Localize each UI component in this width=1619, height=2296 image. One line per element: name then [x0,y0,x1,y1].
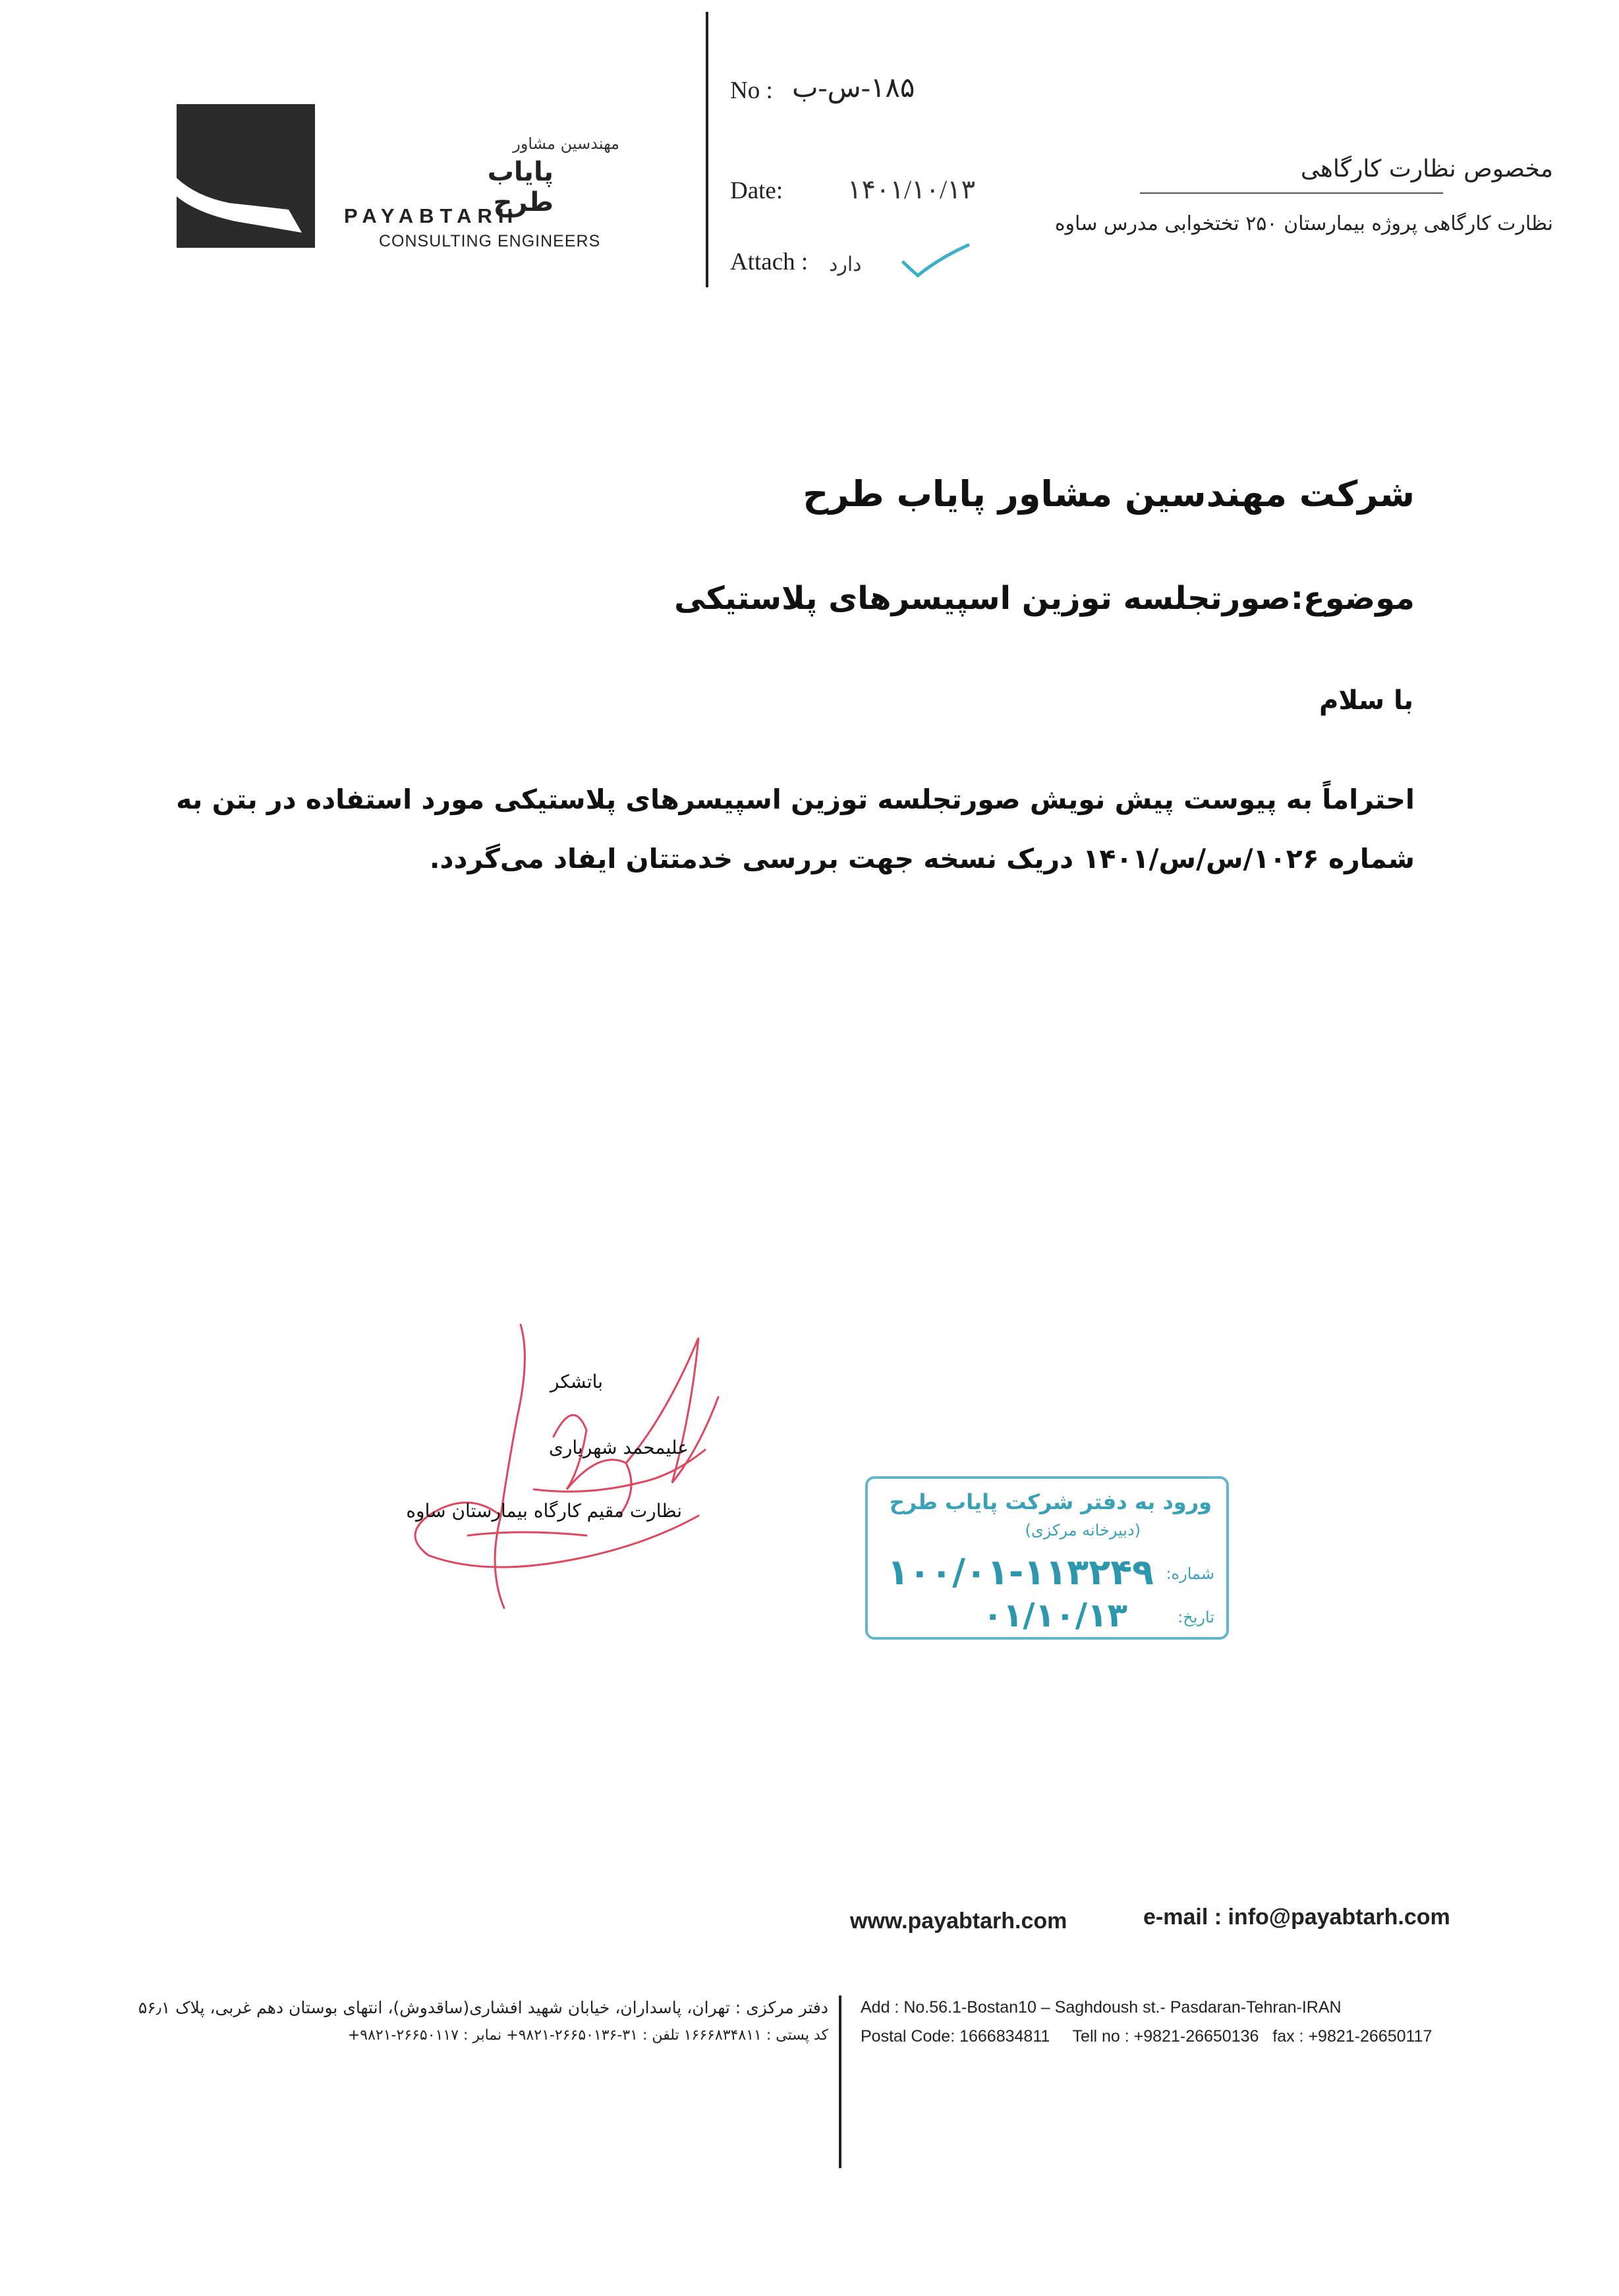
signatory-role: نظارت مقیم کارگاه بیمارستان ساوه [406,1500,682,1522]
footer-website-link[interactable]: www.payabtarh.com [850,1909,1067,1934]
footer-contact-en: Postal Code: 1666834811 Tell no : +9821-26650136 fax : +9821-26650117 [861,2027,1433,2046]
routing-underline [1140,192,1443,194]
footer-address-en: Add : No.56.1-Bostan10 – Saghdoush st.- Pasdaran-Tehran-IRAN [861,1998,1342,2017]
letter-body: احتراماً به پیوست پیش نویش صورتجلسه توزین اسپیسرهای پلاستیکی مورد استفاده در بتن به شماره ۱۰۲۶/س/س/۱۴۰۱ دریک نسخه جهت بررسی خدمتتان ایفاد می‌گردد. [176,784,1415,875]
letter-date-label: Date: [730,177,783,204]
footer-address-fa: دفتر مرکزی : تهران، پاسداران، خیابان شهید افشاری(ساقدوش)، انتهای بوستان دهم غربی، پلاک ۵۶٫۱ [138,1998,828,2017]
signature-closing: باتشکر [550,1371,603,1392]
logo-subtitle-en: CONSULTING ENGINEERS [379,232,601,250]
addressee-company: شرکت مهندسین مشاور پایاب طرح [803,473,1415,515]
receipt-stamp [865,1476,1229,1640]
company-logo [177,104,315,248]
logo-subtitle-fa: مهندسین مشاور [513,134,619,153]
signatory-name: علیمحمد شهریاری [548,1437,689,1458]
footer-email-link[interactable]: e-mail : info@payabtarh.com [1143,1905,1450,1930]
footer-divider [839,1995,841,2168]
routing-recipient: مخصوص نظارت کارگاهی [1300,156,1553,183]
letter-greeting: با سلام [1319,685,1413,716]
letter-number-label: No : [730,77,773,104]
stamp-number-label: شماره: [1166,1564,1214,1583]
logo-name-fa: پایاب طرح [487,157,554,217]
header-divider [706,12,708,287]
footer-contact-fa: کد پستی : ۱۶۶۶۸۳۴۸۱۱ تلفن : ۳۱-۲۶۶۵۰۱۳۶-۹۸۲۱+ نمابر : ۲۶۶۵۰۱۱۷-۹۸۲۱+ [347,2027,828,2044]
stamp-date-value: ۰۱/۱۰/۱۳ [982,1596,1127,1634]
stamp-subtitle: (دبیرخانه مرکزی) [1025,1521,1141,1539]
checkmark-icon [899,241,972,281]
stamp-date-label: تاریخ: [1178,1608,1214,1626]
letter-subject: موضوع:صورتجلسه توزین اسپیسرهای پلاستیکی [674,580,1415,617]
logo-mark-icon [177,104,315,248]
routing-project: نظارت کارگاهی پروژه بیمارستان ۲۵۰ تختخوابی مدرس ساوه [1054,212,1553,235]
logo-name-en: PAYABTARH [344,204,519,227]
stamp-title: ورود به دفتر شرکت پایاب طرح [889,1489,1212,1514]
letter-date-value: ۱۴۰۱/۱۰/۱۳ [847,175,976,204]
handwritten-signature [389,1318,731,1621]
attachment-label: Attach : [730,248,809,275]
letter-number-value: ۱۸۵-س-ب [792,73,915,103]
attachment-value: دارد [829,253,862,276]
stamp-number-value: ۱۰۰/۰۱-۱۱۳۲۴۹ [887,1551,1154,1593]
